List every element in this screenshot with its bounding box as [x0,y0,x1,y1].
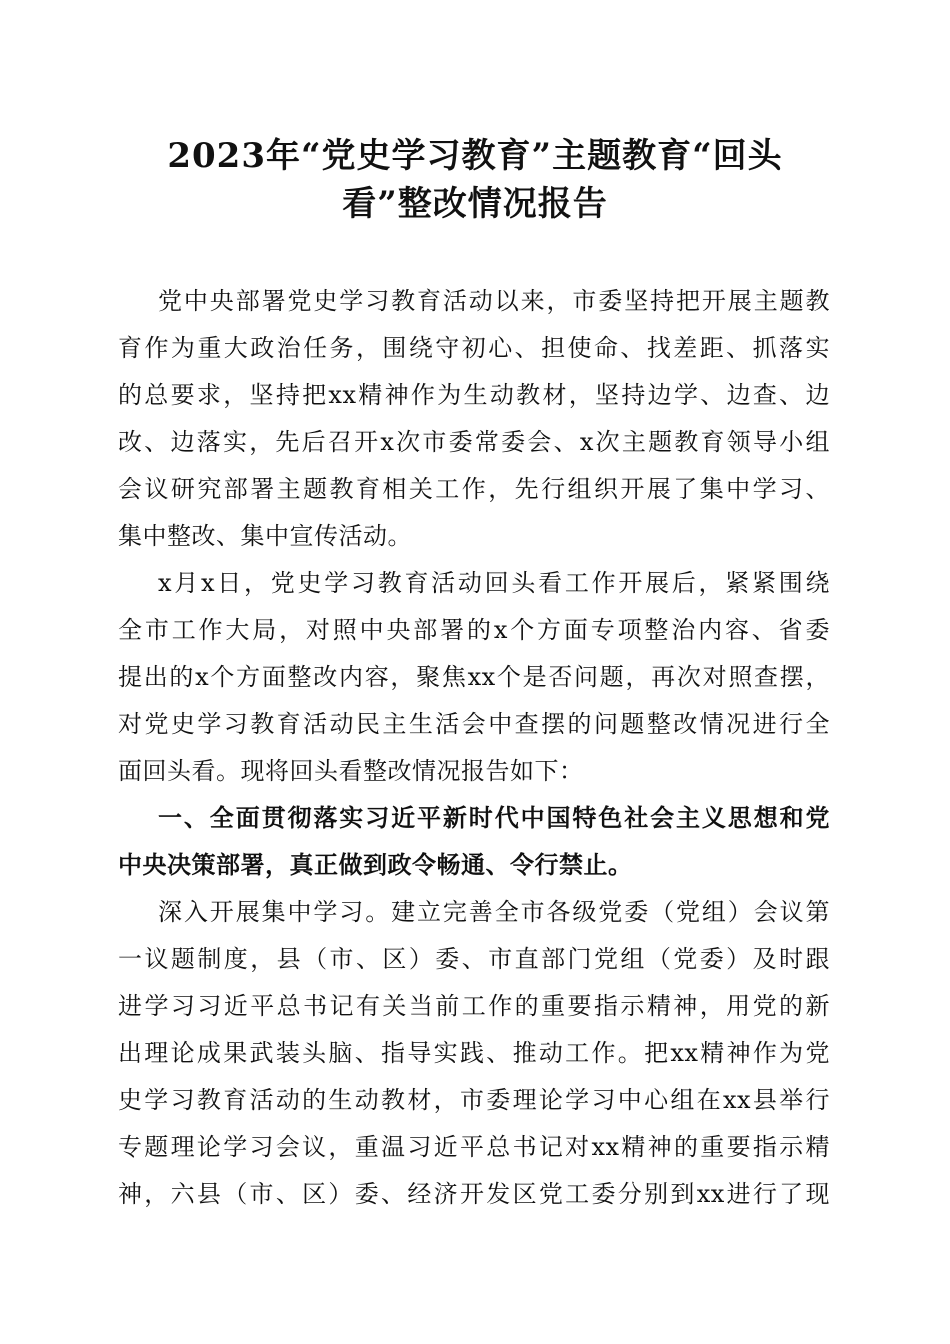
text-line: 史学习教育活动的生动教材，市委理论学习中心组在xx县举行 [118,1086,830,1114]
document-body [118,278,830,1218]
text-line: 面回头看。现将回头看整改情况报告如下： [118,757,584,785]
text-line: 育作为重大政治任务，围绕守初心、担使命、找差距、抓落实 [118,334,830,362]
paragraph-review [118,560,830,795]
text-line: 提出的x个方面整改内容，聚焦xx个是否问题，再次对照查摆， [118,663,830,691]
text-line: 对党史学习教育活动民主生活会中查摆的问题整改情况进行全 [118,710,830,738]
text-line: 专题理论学习会议，重温习近平总书记对xx精神的重要指示精 [118,1133,830,1161]
paragraph-intro [118,278,830,560]
text-line: 出理论成果武装头脑、指导实践、推动工作。把xx精神作为党 [118,1039,830,1067]
text-line: 进学习习近平总书记有关当前工作的重要指示精神，用党的新 [118,992,830,1020]
paragraph-study [118,889,830,1218]
text-line: 集中整改、集中宣传活动。 [118,522,412,550]
document-title [110,132,840,228]
heading-line: 一、全面贯彻落实习近平新时代中国特色社会主义思想和党 [158,804,830,832]
title-line: 2023年“党史学习教育”主题教育“回头 [167,136,783,176]
text-line: 党中央部署党史学习教育活动以来，市委坚持把开展主题教 [158,287,830,315]
text-line: 深入开展集中学习。建立完善全市各级党委（党组）会议第 [158,898,830,926]
text-line: 全市工作大局，对照中央部署的x个方面专项整治内容、省委 [118,616,830,644]
text-line: 神，六县（市、区）委、经济开发区党工委分别到xx进行了现 [118,1180,830,1208]
text-line: 改、边落实，先后召开x次市委常委会、x次主题教育领导小组 [118,428,830,456]
text-line: x月x日，党史学习教育活动回头看工作开展后，紧紧围绕 [158,569,830,597]
title-line: 看”整改情况报告 [342,184,608,224]
text-line: 一议题制度，县（市、区）委、市直部门党组（党委）及时跟 [118,945,830,973]
section-heading-1 [118,795,830,889]
heading-line: 中央决策部署，真正做到政令畅通、令行禁止。 [118,851,633,879]
text-line: 的总要求，坚持把xx精神作为生动教材，坚持边学、边查、边 [118,381,830,409]
text-line: 会议研究部署主题教育相关工作，先行组织开展了集中学习、 [118,475,830,503]
